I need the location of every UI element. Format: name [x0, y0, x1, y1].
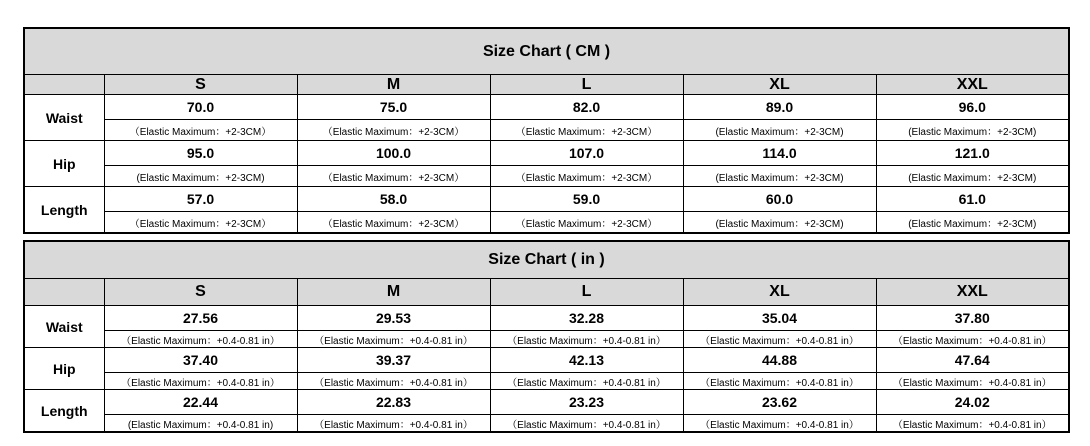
- measure-value: 44.88: [683, 348, 876, 373]
- measure-value: 107.0: [490, 141, 683, 166]
- measure-value: 27.56: [104, 306, 297, 331]
- elastic-note: （Elastic Maximum：+2-3CM）: [490, 120, 683, 141]
- measure-value: 29.53: [297, 306, 490, 331]
- measure-value: 22.44: [104, 390, 297, 415]
- elastic-note: （Elastic Maximum：+2-3CM）: [297, 120, 490, 141]
- elastic-note: （Elastic Maximum：+2-3CM）: [490, 212, 683, 234]
- corner-cell: [24, 279, 104, 306]
- measure-value: 70.0: [104, 95, 297, 120]
- measure-value: 57.0: [104, 187, 297, 212]
- measure-value: 22.83: [297, 390, 490, 415]
- size-header: L: [490, 279, 683, 306]
- elastic-note: （Elastic Maximum：+2-3CM）: [104, 212, 297, 234]
- measure-value: 82.0: [490, 95, 683, 120]
- row-label: Waist: [24, 306, 104, 348]
- size-header: M: [297, 279, 490, 306]
- measure-value: 37.80: [876, 306, 1069, 331]
- elastic-note: （Elastic Maximum：+0.4-0.81 in）: [104, 373, 297, 390]
- elastic-note: (Elastic Maximum：+2-3CM): [104, 166, 297, 187]
- size-header: XL: [683, 75, 876, 95]
- chart-title: Size Chart ( in ): [24, 241, 1069, 279]
- measure-value: 24.02: [876, 390, 1069, 415]
- size-chart-inch: [23, 240, 1070, 433]
- row-label: Length: [24, 390, 104, 433]
- measure-value: 32.28: [490, 306, 683, 331]
- elastic-note: （Elastic Maximum：+2-3CM）: [104, 120, 297, 141]
- row-label: Hip: [24, 141, 104, 187]
- elastic-note: （Elastic Maximum：+2-3CM）: [297, 212, 490, 234]
- elastic-note: (Elastic Maximum：+2-3CM): [683, 212, 876, 234]
- size-header: S: [104, 279, 297, 306]
- elastic-note: （Elastic Maximum：+0.4-0.81 in）: [297, 415, 490, 433]
- corner-cell: [24, 75, 104, 95]
- elastic-note: (Elastic Maximum：+2-3CM): [876, 120, 1069, 141]
- measure-value: 59.0: [490, 187, 683, 212]
- elastic-note: （Elastic Maximum：+0.4-0.81 in）: [490, 415, 683, 433]
- size-header: XXL: [876, 75, 1069, 95]
- elastic-note: （Elastic Maximum：+0.4-0.81 in）: [683, 415, 876, 433]
- measure-value: 35.04: [683, 306, 876, 331]
- measure-value: 89.0: [683, 95, 876, 120]
- measure-value: 61.0: [876, 187, 1069, 212]
- row-label: Waist: [24, 95, 104, 141]
- measure-value: 100.0: [297, 141, 490, 166]
- measure-value: 58.0: [297, 187, 490, 212]
- measure-value: 121.0: [876, 141, 1069, 166]
- elastic-note: （Elastic Maximum：+0.4-0.81 in）: [297, 373, 490, 390]
- elastic-note: (Elastic Maximum：+2-3CM): [683, 166, 876, 187]
- elastic-note: （Elastic Maximum：+0.4-0.81 in）: [104, 331, 297, 348]
- elastic-note: （Elastic Maximum：+0.4-0.81 in）: [490, 373, 683, 390]
- elastic-note: （Elastic Maximum：+0.4-0.81 in）: [683, 331, 876, 348]
- size-header: L: [490, 75, 683, 95]
- measure-value: 114.0: [683, 141, 876, 166]
- measure-value: 23.23: [490, 390, 683, 415]
- elastic-note: （Elastic Maximum：+0.4-0.81 in）: [490, 331, 683, 348]
- measure-value: 95.0: [104, 141, 297, 166]
- measure-value: 23.62: [683, 390, 876, 415]
- elastic-note: (Elastic Maximum：+0.4-0.81 in): [104, 415, 297, 433]
- elastic-note: （Elastic Maximum：+2-3CM）: [490, 166, 683, 187]
- size-header: M: [297, 75, 490, 95]
- elastic-note: （Elastic Maximum：+0.4-0.81 in）: [683, 373, 876, 390]
- elastic-note: (Elastic Maximum：+2-3CM): [876, 212, 1069, 234]
- measure-value: 42.13: [490, 348, 683, 373]
- measure-value: 39.37: [297, 348, 490, 373]
- row-label: Hip: [24, 348, 104, 390]
- measure-value: 96.0: [876, 95, 1069, 120]
- elastic-note: （Elastic Maximum：+0.4-0.81 in）: [876, 331, 1069, 348]
- row-label: Length: [24, 187, 104, 234]
- elastic-note: （Elastic Maximum：+0.4-0.81 in）: [876, 415, 1069, 433]
- size-header: XL: [683, 279, 876, 306]
- elastic-note: （Elastic Maximum：+2-3CM）: [297, 166, 490, 187]
- measure-value: 60.0: [683, 187, 876, 212]
- size-header: S: [104, 75, 297, 95]
- measure-value: 75.0: [297, 95, 490, 120]
- measure-value: 47.64: [876, 348, 1069, 373]
- elastic-note: (Elastic Maximum：+2-3CM): [876, 166, 1069, 187]
- size-header: XXL: [876, 279, 1069, 306]
- measure-value: 37.40: [104, 348, 297, 373]
- elastic-note: (Elastic Maximum：+2-3CM): [683, 120, 876, 141]
- size-chart-cm: [23, 27, 1070, 234]
- elastic-note: （Elastic Maximum：+0.4-0.81 in）: [876, 373, 1069, 390]
- chart-title: Size Chart ( CM ): [24, 28, 1069, 75]
- elastic-note: （Elastic Maximum：+0.4-0.81 in）: [297, 331, 490, 348]
